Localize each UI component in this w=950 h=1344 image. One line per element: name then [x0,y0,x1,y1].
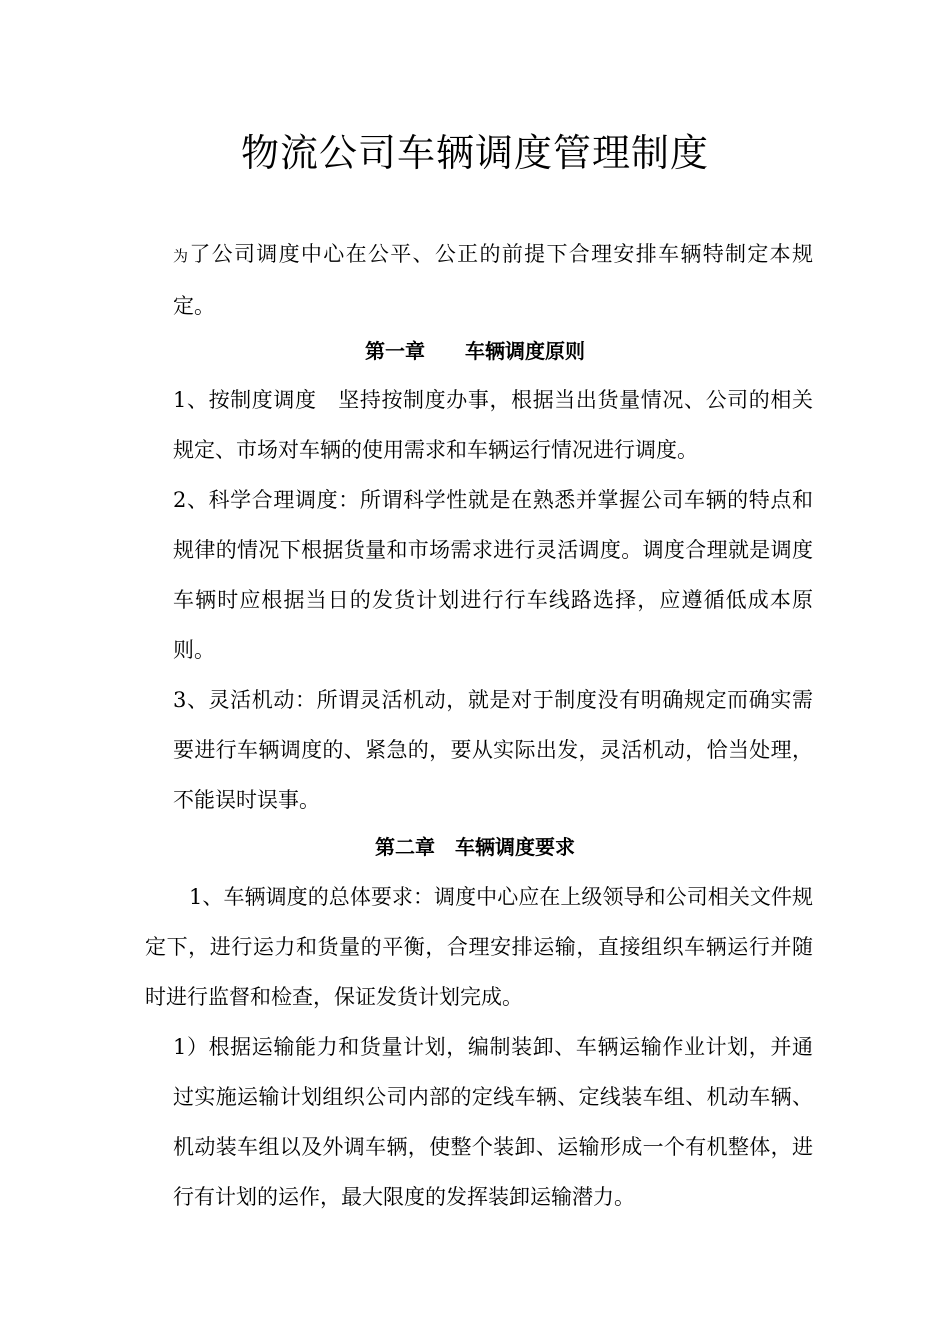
intro-paragraph [173,229,813,331]
chapter2-heading: 第二章 车辆调度要求 [375,835,575,859]
chapter1-item3: 3、灵活机动：所谓灵活机动，就是对于制度没有明确规定而确实需要进行车辆调度的、紧急的，要从实际出发，灵活机动，恰当处理，不能误时误事。 [173,688,813,812]
chapter2-sub1: 1）根据运输能力和货量计划，编制装卸、车辆运输作业计划，并通过实施运输计划组织公司内部的定线车辆、定线装车组、机动车辆、机动装车组以及外调车辆，使整个装卸、运输形成一个有机整体，进行有计划的运作，最大限度的发挥装卸运输潜力。 [173,1035,813,1209]
document-title: 物流公司车辆调度管理制度 [240,131,709,175]
chapter1-item2: 2、科学合理调度：所谓科学性就是在熟悉并掌握公司车辆的特点和规律的情况下根据货量和市场需求进行灵活调度。调度合理就是调度车辆时应根据当日的发货计划进行行车线路选择，应遵循低成本原则。 [173,488,813,662]
chapter1-item1: 1、按制度调度 坚持按制度办事，根据当出货量情况、公司的相关规定、市场对车辆的使用需求和车辆运行情况进行调度。 [173,388,813,462]
chapter1-heading: 第一章 车辆调度原则 [365,339,585,363]
intro-text: 了公司调度中心在公平、公正的前提下合理安排车辆特制定本规定。 [173,242,813,318]
chapter2-item1: 1、车辆调度的总体要求：调度中心应在上级领导和公司相关文件规定下，进行运力和货量的平衡，合理安排运输，直接组织车辆运行并随时进行监督和检查，保证发货计划完成。 [145,885,813,1009]
intro-lead-char: 为 [173,247,190,265]
